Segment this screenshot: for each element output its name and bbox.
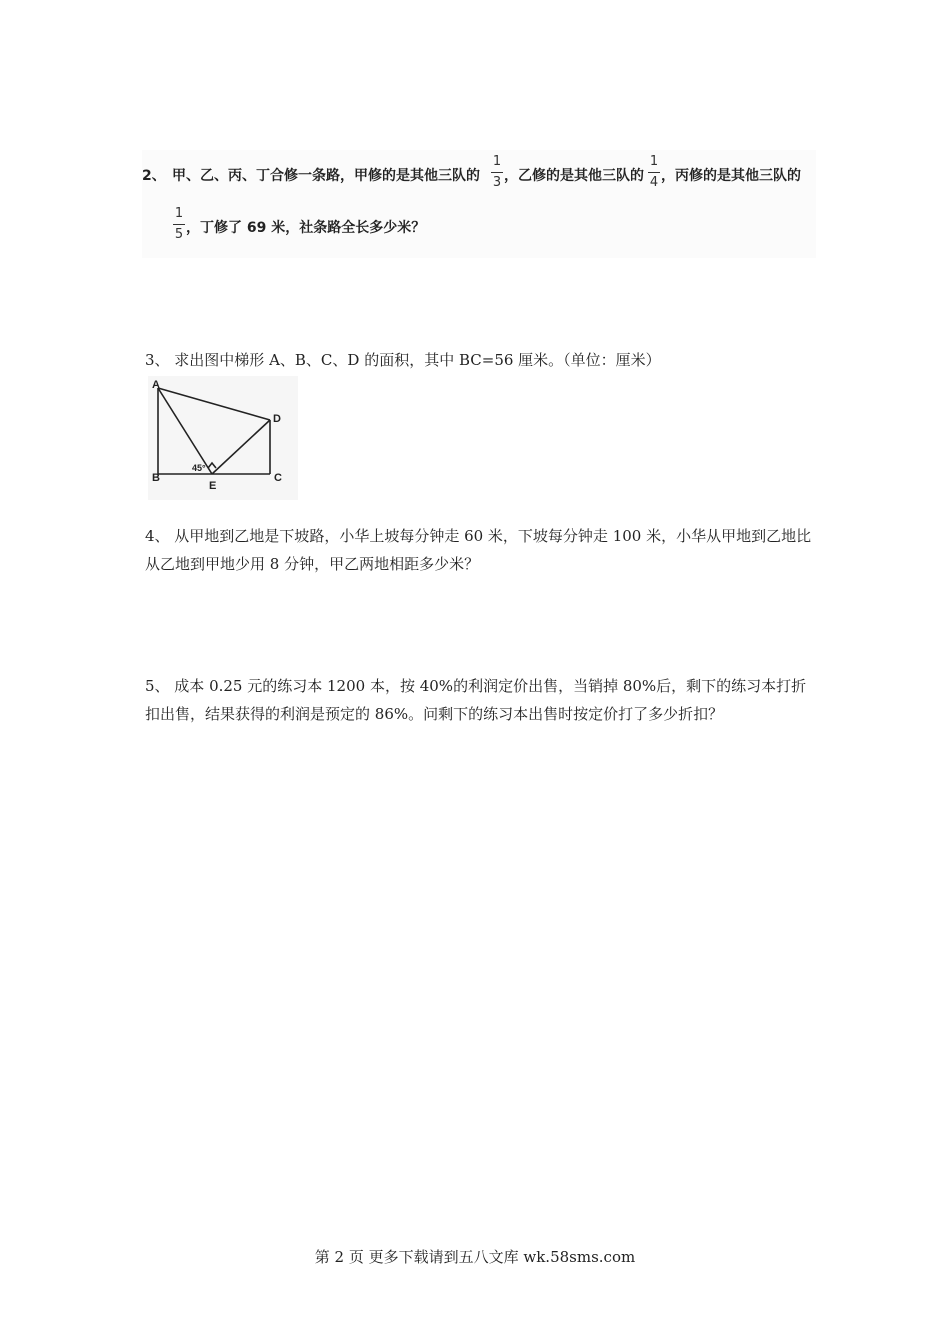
label-e: E xyxy=(209,480,217,492)
fraction-numerator: 1 xyxy=(649,154,659,169)
fraction-bar xyxy=(491,172,503,173)
fraction-one-fifth xyxy=(172,206,186,243)
trapezoid-diagram xyxy=(148,376,298,500)
fraction-bar xyxy=(648,172,660,173)
trapezoid-figure xyxy=(148,376,298,500)
problem-2-text-line2: ，丁修了 69 米，社条路全长多少米？ xyxy=(186,220,426,236)
fraction-one-fourth xyxy=(647,154,661,191)
problem-2-text-c: ，丙修的是其他三队的 xyxy=(661,168,801,184)
problem-2-number: 2、 xyxy=(142,168,166,184)
page-footer: 第 2 页 更多下载请到五八文库 wk.58sms.com xyxy=(314,1248,636,1266)
problem-3-text: 3、 求出图中梯形 A、B、C、D 的面积，其中 BC=56 厘米。（单位：厘米） xyxy=(145,351,661,369)
label-angle: 45° xyxy=(192,463,206,473)
problem-2-text-b: ，乙修的是其他三队的 xyxy=(504,168,644,184)
label-d: D xyxy=(273,413,281,425)
fraction-denominator: 3 xyxy=(492,175,502,190)
fraction-bar xyxy=(173,224,185,225)
problem-2-text-a: 甲、乙、丙、丁合修一条路，甲修的是其他三队的 xyxy=(172,168,480,184)
problem-2 xyxy=(142,150,816,258)
fraction-denominator: 4 xyxy=(649,175,659,190)
problem-4-text: 4、 从甲地到乙地是下坡路，小华上坡每分钟走 60 米，下坡每分钟走 100 米，小华从甲地到乙地比从乙地到甲地少用 8 分钟，甲乙两地相距多少米？ xyxy=(145,527,812,573)
problem-5-text: 5、 成本 0.25 元的练习本 1200 本，按 40%的利润定价出售，当销掉 80%后，剩下的练习本打折扣出售，结果获得的利润是预定的 86%。问剩下的练习本出售时按定价打了多少折扣？ xyxy=(145,677,807,723)
label-a: A xyxy=(152,379,160,391)
fraction-numerator: 1 xyxy=(492,154,502,169)
label-b: B xyxy=(152,472,160,484)
fraction-numerator: 1 xyxy=(174,206,184,221)
fraction-denominator: 5 xyxy=(174,227,184,242)
label-c: C xyxy=(274,472,282,484)
fraction-one-third xyxy=(490,154,504,191)
